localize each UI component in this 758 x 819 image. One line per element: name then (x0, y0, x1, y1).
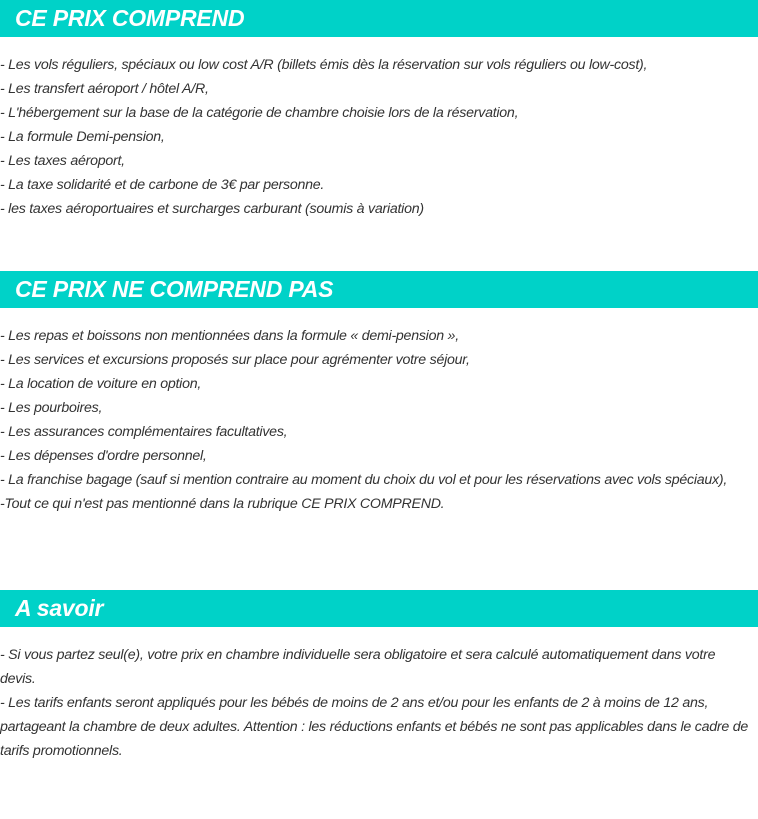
list-item: - Les taxes aéroport, (0, 153, 125, 169)
section-header-not-included (0, 271, 758, 308)
list-item: - Les pourboires, (0, 400, 103, 416)
paragraph: - Si vous partez seul(e), votre prix en chambre individuelle sera obligatoire et sera calculé automatiquement dans votre devis. (0, 647, 716, 687)
list-item: - Les assurances complémentaires facultatives, (0, 424, 288, 440)
section-title-good-to-know: A savoir (15, 595, 104, 621)
list-item: - Les dépenses d'ordre personnel, (0, 448, 207, 464)
list-item: - Les transfert aéroport / hôtel A/R, (0, 81, 209, 97)
list-item: - Les vols réguliers, spéciaux ou low cost A/R (billets émis dès la réservation sur vols réguliers ou low-cost), (0, 57, 648, 73)
list-item: - La location de voiture en option, (0, 376, 202, 392)
list-item: - L'hébergement sur la base de la catégorie de chambre choisie lors de la réservation, (0, 105, 519, 121)
list-item: - Les repas et boissons non mentionnées dans la formule « demi-pension », (0, 328, 459, 344)
section-title-not-included: CE PRIX NE COMPREND PAS (15, 276, 334, 302)
section-header-good-to-know (0, 590, 758, 627)
paragraph: - Les tarifs enfants seront appliqués pour les bébés de moins de 2 ans et/ou pour les enfants de 2 à moins de 12 ans, partageant la chambre de deux adultes. Attention : les réductions enfants et bébés ne sont pas applicables dans le cadre de tarifs promotionnels. (0, 695, 748, 759)
section-body-included (0, 53, 758, 221)
list-item: - La formule Demi-pension, (0, 129, 165, 145)
list-item: - La franchise bagage (sauf si mention contraire au moment du choix du vol et pour les réservations avec vols spéciaux), (0, 472, 728, 488)
list-item: - Les services et excursions proposés sur place pour agrémenter votre séjour, (0, 352, 470, 368)
list-item: - La taxe solidarité et de carbone de 3€ par personne. (0, 177, 325, 193)
section-body-not-included (0, 324, 758, 516)
list-item: -Tout ce qui n'est pas mentionné dans la rubrique CE PRIX COMPREND. (0, 496, 445, 512)
section-header-included (0, 0, 758, 37)
list-item: - les taxes aéroportuaires et surcharges carburant (soumis à variation) (0, 201, 424, 217)
section-body-good-to-know (0, 643, 758, 763)
section-title-included: CE PRIX COMPREND (15, 5, 245, 31)
